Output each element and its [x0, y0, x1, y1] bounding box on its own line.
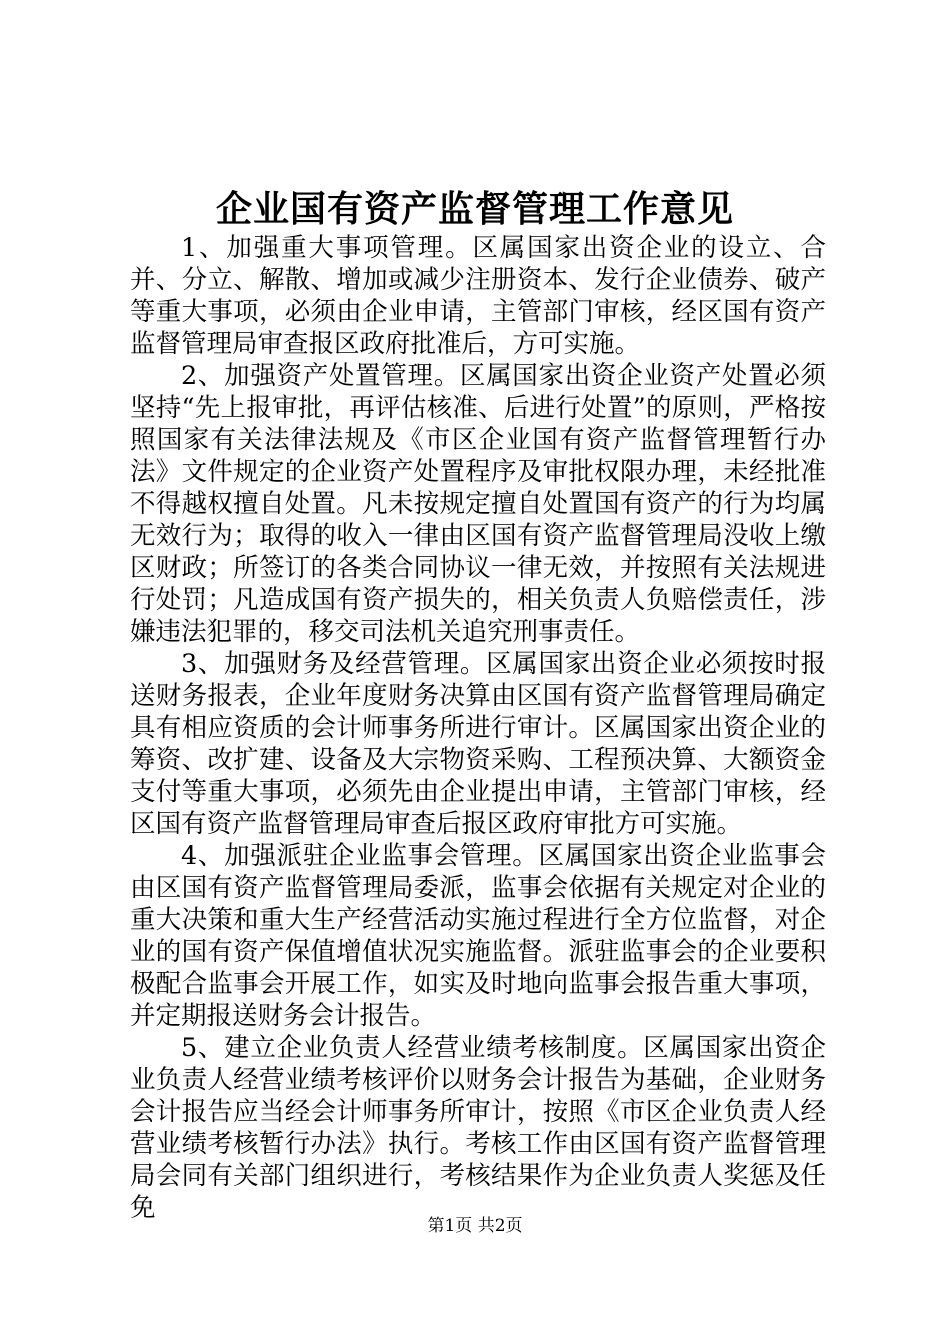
document-body	[130, 232, 826, 1224]
page-footer: 第1页 共2页	[427, 1216, 523, 1236]
paragraph-2: 2、加强资产处置管理。区属国家出资企业资产处置必须坚持“先上报审批，再评估核准、后进行处置”的原则，严格按照国家有关法律法规及《市区企业国有资产监督管理暂行办法》文件规定的企业资产处置程序及审批权限办理，未经批准不得越权擅自处置。凡未按规定擅自处置国有资产的行为均属无效行为；取得的收入一律由区国有资产监督管理局没收上缴区财政；所签订的各类合同协议一律无效，并按照有关法规进行处罚；凡造成国有资产损失的，相关负责人负赔偿责任，涉嫌违法犯罪的，移交司法机关追究刑事责任。	[130, 361, 826, 647]
paragraph-5: 5、建立企业负责人经营业绩考核制度。区属国家出资企业负责人经营业绩考核评价以财务会计报告为基础，企业财务会计报告应当经会计师事务所审计，按照《市区企业负责人经营业绩考核暂行办法》执行。考核工作由区国有资产监督管理局会同有关部门组织进行，考核结果作为企业负责人奖惩及任免	[130, 1033, 826, 1223]
paragraph-3: 3、加强财务及经营管理。区属国家出资企业必须按时报送财务报表，企业年度财务决算由区国有资产监督管理局确定具有相应资质的会计师事务所进行审计。区属国家出资企业的筹资、改扩建、设备及大宗物资采购、工程预决算、大额资金支付等重大事项，必须先由企业提出申请，主管部门审核，经区国有资产监督管理局审查后报区政府审批方可实施。	[130, 649, 826, 839]
paragraph-1: 1、加强重大事项管理。区属国家出资企业的设立、合并、分立、解散、增加或减少注册资本、发行企业债券、破产等重大事项，必须由企业申请，主管部门审核，经区国有资产监督管理局审查报区政府批准后，方可实施。	[130, 233, 826, 359]
document-title: 企业国有资产监督管理工作意见	[215, 188, 734, 230]
paragraph-4: 4、加强派驻企业监事会管理。区属国家出资企业监事会由区国有资产监督管理局委派，监事会依据有关规定对企业的重大决策和重大生产经营活动实施过程进行全方位监督，对企业的国有资产保值增值状况实施监督。派驻监事会的企业要积极配合监事会开展工作，如实及时地向监事会报告重大事项，并定期报送财务会计报告。	[130, 841, 826, 1031]
